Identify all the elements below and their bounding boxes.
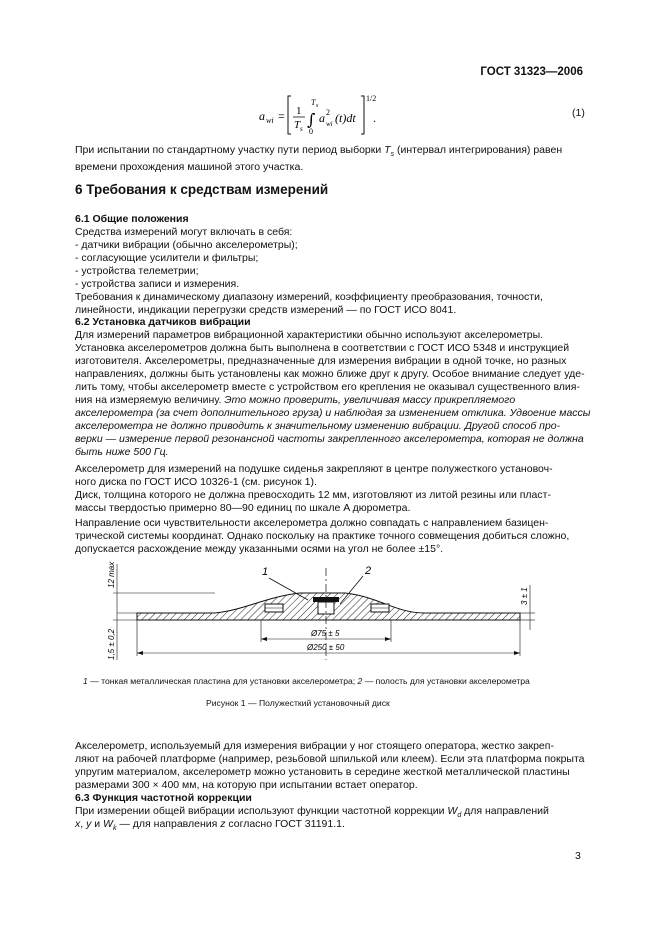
s62-disk-1: Диск, толщина которого не должна превосходить 12 мм, изготовляют из литой резины или пласт- bbox=[75, 489, 551, 501]
figure-label-2: 2 bbox=[365, 565, 372, 577]
document-header: ГОСТ 31323—2006 bbox=[480, 66, 583, 78]
s63-Wk: W bbox=[103, 818, 113, 830]
right-bracket bbox=[361, 96, 364, 134]
s61-lead: Средства измерений могут включать в себя: bbox=[75, 226, 293, 238]
dim-left-label: 1,5 ± 0,2 bbox=[107, 628, 116, 660]
dim-outer-label: Ø250 ± 50 bbox=[307, 643, 345, 652]
s63-dash: — для направления bbox=[116, 818, 221, 830]
formula-lhs-sub: wi bbox=[266, 116, 274, 125]
s62-line-1: Для измерений параметров вибрационной характеристики обычно используют акселерометры. bbox=[75, 329, 544, 341]
s62-cont-3: упругим материалом, акселерометр можно установить в середине жесткой металлической пластины bbox=[75, 766, 570, 778]
s63-Wd: W bbox=[447, 805, 458, 817]
s62-cushion-1: Акселерометр для измерений на подушке сиденья закрепляют в центре полужесткого установоч- bbox=[75, 463, 553, 475]
dim-height-label: 12 max bbox=[107, 561, 116, 588]
dim-inner-label: Ø75 ± 5 bbox=[311, 629, 340, 638]
figure-caption: Рисунок 1 — Полужесткий установочный диск bbox=[206, 698, 390, 708]
s62-italic-3: верки — измерение первой резонансной частоты закрепленного акселерометра, которая не должна bbox=[75, 433, 584, 445]
lower-limit: 0 bbox=[309, 127, 313, 136]
left-bracket bbox=[288, 96, 291, 134]
s62-italic-1: акселерометра (за счет дополнительного груза) и наблюдая за изменением отклика. Удвоение массы bbox=[75, 407, 591, 419]
s62-axis-3: допускается расхождение между указанными осями на угол не более ±15°. bbox=[75, 543, 444, 555]
intro-text-b: (интервал интегрирования) равен bbox=[394, 144, 563, 156]
integrand: a bbox=[319, 111, 325, 125]
s62-line-3: изготовителя. Акселерометры, предназначенные для измерения вибрации в одной точке, но разных bbox=[75, 355, 567, 367]
legend-2-num: 2 bbox=[357, 676, 363, 686]
s62-cont-1: Акселерометр, используемый для измерения вибрации у ног стоящего оператора, жестко закреп- bbox=[75, 740, 554, 752]
integrand-sub: wi bbox=[326, 120, 333, 128]
s62-cont-2: ляют на рабочей платформе (например, резьбовой шпилькой или клеем). Если эта платформа покрыта bbox=[75, 753, 585, 765]
formula-den: T bbox=[294, 119, 301, 131]
figure-1-drawing bbox=[95, 560, 545, 672]
s61-req-1: Требования к динамическому диапазону измерений, коэффициенту преобразования, точности, bbox=[75, 291, 543, 303]
s63-Wd-sub: d bbox=[457, 812, 462, 820]
s63-Wk-sub: k bbox=[112, 825, 117, 833]
legend-2-text: — полость для установки акселерометра bbox=[362, 676, 530, 686]
s63-and: и bbox=[91, 818, 104, 830]
integrand-sup: 2 bbox=[326, 108, 330, 117]
s62-line-6b: Это можно проверить, увеличивая массу прикрепляемого bbox=[224, 394, 516, 406]
upper-limit-sub: s bbox=[316, 103, 319, 109]
formula-dot: . bbox=[373, 111, 376, 125]
s63-z: z bbox=[220, 818, 226, 830]
s61-item-1: - датчики вибрации (обычно акселерометры); bbox=[75, 239, 298, 251]
s61-req-2: линейности, индикации перегрузки средств измерений — по ГОСТ ИСО 8041. bbox=[75, 304, 457, 316]
section-6-title: 6 Требования к средствам измерений bbox=[75, 182, 329, 197]
section-6-1-title: 6.1 Общие положения bbox=[75, 213, 189, 225]
dim-right-label: 3 ± 1 bbox=[520, 587, 529, 605]
equation-number: (1) bbox=[572, 107, 585, 119]
s62-cushion-2: ного диска по ГОСТ ИСО 10326-1 (см. рисунок 1). bbox=[75, 476, 317, 488]
s62-line-6 bbox=[75, 394, 515, 407]
formula-one: 1 bbox=[296, 105, 302, 117]
figure-label-1: 1 bbox=[262, 566, 269, 578]
s62-cont-4: размерами 300 × 400 мм, на которую при испытании встает оператор. bbox=[75, 779, 418, 791]
figure-legend bbox=[83, 675, 530, 688]
s62-axis-2: трической системы координат. Однако поскольку на практике точного совмещения добиться сложно, bbox=[75, 530, 570, 542]
s62-line-5: лить тому, чтобы акселерометр вместе с устройством его крепления не оказывал существенного влия- bbox=[75, 381, 580, 393]
s62-axis-1: Направление оси чувствительности акселерометра должно совпадать с направлением базицен- bbox=[75, 517, 549, 529]
legend-1-num: 1 bbox=[83, 676, 88, 686]
s63-l1b: для направлений bbox=[461, 805, 549, 817]
intro-text-a: При испытании по стандартному участку пути период выборки bbox=[75, 144, 385, 156]
s62-italic-2: акселерометра не должно приводить к значительному изменению вибрации. Другой способ про- bbox=[75, 420, 561, 432]
s62-line-6a: ния на измеряемую величину. bbox=[75, 394, 225, 406]
s63-l2b: согласно ГОСТ 31191.1. bbox=[225, 818, 345, 830]
integrand-arg: (t)dt bbox=[335, 111, 356, 125]
integral-sign: ∫ bbox=[307, 110, 316, 129]
intro-paragraph bbox=[75, 144, 585, 174]
upper-limit: T bbox=[311, 98, 316, 107]
s63-y: y bbox=[86, 818, 92, 830]
intro-T-sub: s bbox=[390, 151, 395, 159]
s61-item-4: - устройства записи и измерения. bbox=[75, 278, 240, 290]
formula-lhs: a bbox=[259, 109, 265, 123]
legend-1-text: — тонкая металлическая пластина для установки акселерометра; bbox=[87, 676, 358, 686]
page-number: 3 bbox=[575, 850, 581, 862]
s63-l1a: При измерении общей вибрации используют функции частотной коррекции bbox=[75, 805, 448, 817]
formula-eq: = bbox=[278, 109, 285, 123]
formula-1 bbox=[255, 92, 415, 138]
formula-den-sub: s bbox=[300, 125, 303, 133]
s62-line-2: Установка акселерометров должна быть выполнена в соответствии с ГОСТ ИСО 5348 и инструкцией bbox=[75, 342, 570, 354]
s61-item-3: - устройства телеметрии; bbox=[75, 265, 199, 277]
s62-italic-4: быть ниже 500 Гц. bbox=[75, 446, 169, 458]
s63-line-2 bbox=[75, 818, 345, 835]
intro-T: T bbox=[384, 144, 391, 156]
section-6-2-title: 6.2 Установка датчиков вибрации bbox=[75, 316, 251, 328]
s63-x: x bbox=[75, 818, 81, 830]
power: 1/2 bbox=[366, 94, 377, 103]
intro-text-c: времени прохождения машиной этого участка. bbox=[75, 161, 304, 174]
s62-line-4: направлениях, должны быть установлены как можно ближе друг к другу. Особое внимание следует уде- bbox=[75, 368, 585, 380]
s62-disk-2: массы твердостью примерно 80—90 единиц по шкале A дюрометра. bbox=[75, 502, 411, 514]
s61-item-2: - согласующие усилители и фильтры; bbox=[75, 252, 259, 264]
s63-comma: , bbox=[80, 818, 87, 830]
section-6-3-title: 6.3 Функция частотной коррекции bbox=[75, 792, 252, 804]
